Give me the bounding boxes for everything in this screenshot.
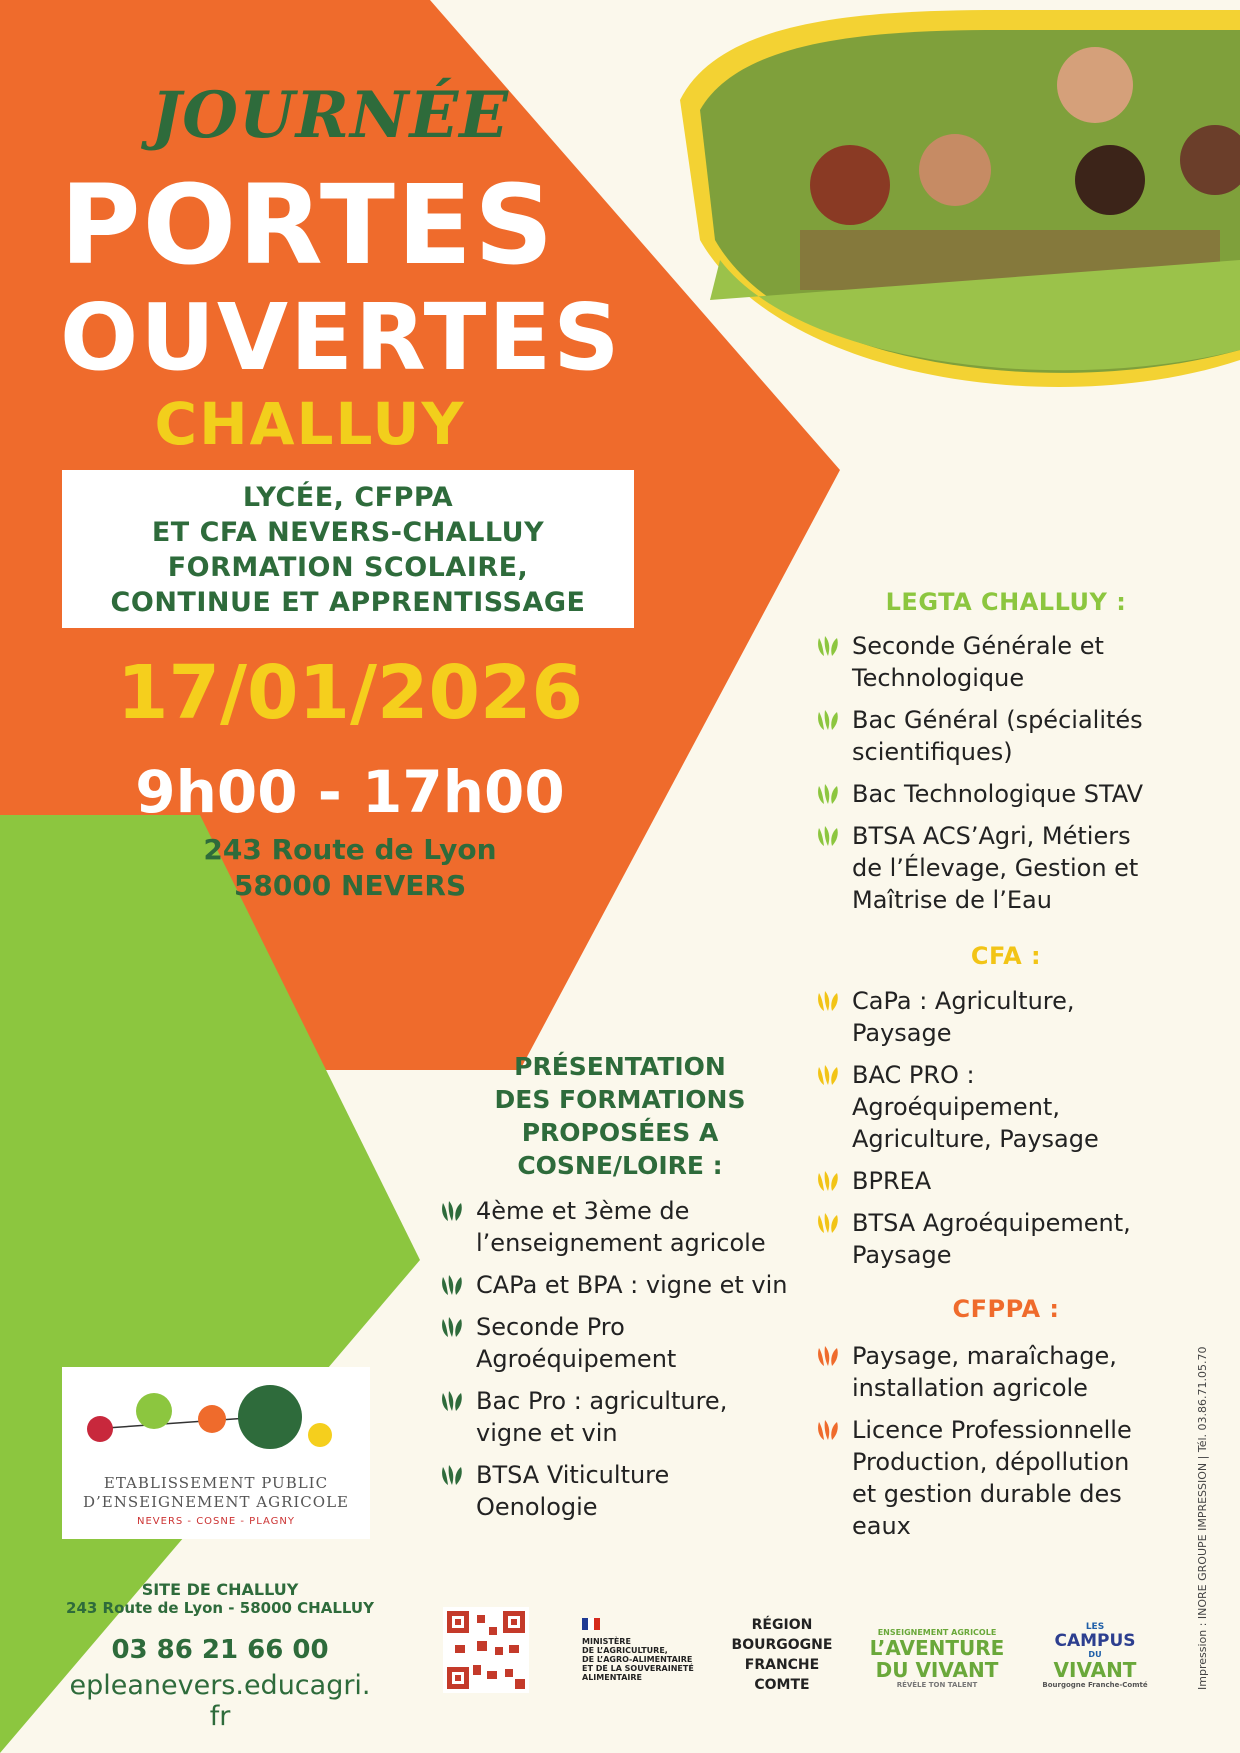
list-item-line: CAPa et BPA : vigne et vin [476,1271,788,1299]
leaf-bullet-icon [440,1199,464,1223]
logo-text-line: BOURGOGNE [731,1637,833,1653]
list-item [816,704,1196,768]
logo-text-line: FRANCHE [744,1657,820,1673]
cfa-list [816,985,1196,1281]
list-item-text [476,1385,727,1449]
list-item-line: Licence Professionnelle [852,1416,1132,1444]
logo-text-line2: D’ENSEIGNEMENT AGRICOLE [82,1493,349,1511]
site-info [60,1580,380,1617]
logo-text-line: DE L’AGRICULTURE, [582,1646,668,1655]
title-journee: JOURNÉE [150,78,510,153]
list-item [440,1311,800,1375]
leaf-bullet-icon [816,1418,840,1442]
list-item-line: 4ème et 3ème de [476,1197,690,1225]
list-item-line: BTSA ACS’Agri, Métiers [852,822,1131,850]
leaf-bullet-icon [440,1273,464,1297]
list-item-text [852,820,1138,916]
list-item-text [852,1165,931,1197]
list-item [816,1414,1196,1542]
cosne-list [440,1195,800,1533]
logo-dot-dark [238,1385,302,1449]
list-item-line: de l’Élevage, Gestion et [852,854,1139,882]
list-item-line: eaux [852,1512,911,1540]
cosne-heading-line: PROPOSÉES A [521,1118,719,1147]
cosne-heading-line: DES FORMATIONS [494,1085,746,1114]
leaf-bullet-icon [816,1169,840,1193]
list-item-text [852,985,1075,1049]
list-item-line: Maîtrise de l’Eau [852,886,1052,914]
list-item-line: installation agricole [852,1374,1088,1402]
aventure-top: ENSEIGNEMENT AGRICOLE [877,1628,997,1637]
list-item [816,1165,1196,1197]
list-item [440,1385,800,1449]
logo-text-line: COMTE [754,1677,810,1693]
list-item [816,820,1196,916]
french-flag-icon [582,1618,600,1630]
leaf-bullet-icon [816,989,840,1013]
leaf-bullet-icon [816,782,840,806]
person-head [810,145,890,225]
leaf-bullet-icon [440,1315,464,1339]
title-portes: PORTES [60,161,556,289]
list-item-line: Agroéquipement, [852,1093,1060,1121]
list-item [816,1340,1196,1404]
logo-text-line3: NEVERS - COSNE - PLAGNY [136,1516,296,1527]
list-item [816,1059,1196,1155]
cfppa-heading: CFPPA : [952,1295,1060,1323]
info-line: ET CFA NEVERS-CHALLUY [151,517,545,548]
logo-dot-orange [198,1405,226,1433]
region-logo [722,1615,842,1695]
list-item-line: Bac Pro : agriculture, [476,1387,728,1415]
list-item-line: Agriculture, Paysage [852,1125,1099,1153]
list-item-line: BTSA Viticulture [476,1461,670,1489]
list-item-text [852,1340,1117,1404]
logo-dot-yellow [308,1423,332,1447]
info-line: LYCÉE, CFPPA [242,482,454,513]
list-item-text [476,1269,787,1301]
list-item-line: Bac Général (spécialités [852,706,1143,734]
list-item-line: Production, dépollution [852,1448,1130,1476]
list-item [440,1269,800,1301]
list-item [816,1207,1196,1271]
event-hours: 9h00 - 17h00 [135,758,565,826]
leaf-bullet-icon [816,708,840,732]
list-item-line: BAC PRO : [852,1061,975,1089]
logo-text-line: ALIMENTAIRE [582,1673,643,1682]
printer-credit-text: Impression : INORE GROUPE IMPRESSION | Tél. 03.86.71.05.70 [1196,1346,1209,1690]
info-line: FORMATION SCOLAIRE, [167,552,529,583]
list-item-line: Oenologie [476,1493,598,1521]
event-date: 17/01/2026 [117,650,583,736]
aventure-logo [862,1628,1012,1689]
logo-text-line: MINISTÈRE [582,1637,631,1646]
address-line: 58000 NEVERS [233,869,467,902]
list-item-line: et gestion durable des [852,1480,1122,1508]
list-item-text [852,1414,1132,1542]
campus-l2: CAMPUS [1054,1631,1136,1651]
person-head [1057,47,1133,123]
site-title: SITE DE CHALLUY [141,1580,299,1599]
list-item-text [476,1311,676,1375]
list-item [816,985,1196,1049]
title-city: CHALLUY [154,390,466,458]
list-item-line: BPREA [852,1167,932,1195]
title-ouvertes: OUVERTES [60,284,622,391]
leaf-bullet-icon [440,1463,464,1487]
list-item [440,1459,800,1523]
logo-graphic [62,1367,370,1477]
list-item-line: BTSA Agroéquipement, [852,1209,1131,1237]
legta-list [816,630,1196,926]
logo-text-line: ET DE LA SOUVERAINETÉ [582,1664,694,1673]
campus-sub: Bourgogne Franche-Comté [1042,1681,1148,1689]
list-item [440,1195,800,1259]
list-item-line: l’enseignement agricole [476,1229,766,1257]
legta-heading: LEGTA CHALLUY : [885,588,1127,616]
list-item-line: Paysage, maraîchage, [852,1342,1117,1370]
aventure-sub: RÉVÈLE TON TALENT [896,1681,978,1689]
campus-l3: DU [1088,1650,1102,1659]
site-address: 243 Route de Lyon - 58000 CHALLUY [66,1599,374,1617]
cosne-heading-line: COSNE/LOIRE : [517,1151,723,1180]
aventure-l2: DU VIVANT [875,1658,999,1682]
qr-code-icon[interactable] [443,1607,529,1693]
person-head [1075,145,1145,215]
list-item [816,630,1196,694]
cosne-heading-line: PRÉSENTATION [514,1052,726,1081]
logo-text-line: DE L’AGRO-ALIMENTAIRE [582,1655,693,1664]
event-address [60,832,640,904]
printer-credit [1196,1330,1212,1690]
logo-dot-green [136,1393,172,1429]
ministere-logo [582,1615,702,1682]
list-item-text [476,1195,766,1259]
info-line: CONTINUE ET APPRENTISSAGE [110,587,586,618]
logo-text-line1: ETABLISSEMENT PUBLIC [103,1474,329,1492]
list-item [816,778,1196,810]
list-item-text [476,1459,669,1523]
leaf-bullet-icon [816,1211,840,1235]
list-item-line: Seconde Pro [476,1313,625,1341]
list-item-line: Bac Technologique STAV [852,780,1144,808]
phone-number[interactable]: 03 86 21 66 00 [111,1635,329,1665]
campus-l1: LES [1085,1622,1105,1632]
list-item-line: Paysage [852,1019,952,1047]
list-item-line: Paysage [852,1241,952,1269]
cfa-heading: CFA : [970,942,1042,970]
list-item-text [852,704,1143,768]
list-item-text [852,630,1104,694]
list-item-line: scientifiques) [852,738,1013,766]
list-item-line: Seconde Générale et [852,632,1104,660]
logo-dot-red [87,1416,113,1442]
address-line: 243 Route de Lyon [203,833,497,866]
info-box [62,470,634,628]
leaf-bullet-icon [816,1063,840,1087]
leaf-bullet-icon [816,634,840,658]
campus-l4: VIVANT [1053,1658,1137,1682]
list-item-line: vigne et vin [476,1419,618,1447]
list-item-text [852,1207,1131,1271]
campus-logo [1030,1622,1160,1689]
aventure-l1: L’AVENTURE [869,1636,1005,1660]
list-item-line: Technologique [852,664,1025,692]
establishment-logo [62,1367,370,1539]
list-item-text [852,778,1143,810]
cfppa-list [816,1340,1196,1552]
list-item-line: CaPa : Agriculture, [852,987,1075,1015]
leaf-bullet-icon [440,1389,464,1413]
leaf-bullet-icon [816,824,840,848]
logo-text-line: RÉGION [751,1617,813,1633]
cosne-heading [470,1050,770,1182]
leaf-bullet-icon [816,1344,840,1368]
list-item-text [852,1059,1099,1155]
website-link[interactable]: epleanevers.educagri. fr [69,1670,371,1732]
list-item-line: Agroéquipement [476,1345,677,1373]
person-head [919,134,991,206]
